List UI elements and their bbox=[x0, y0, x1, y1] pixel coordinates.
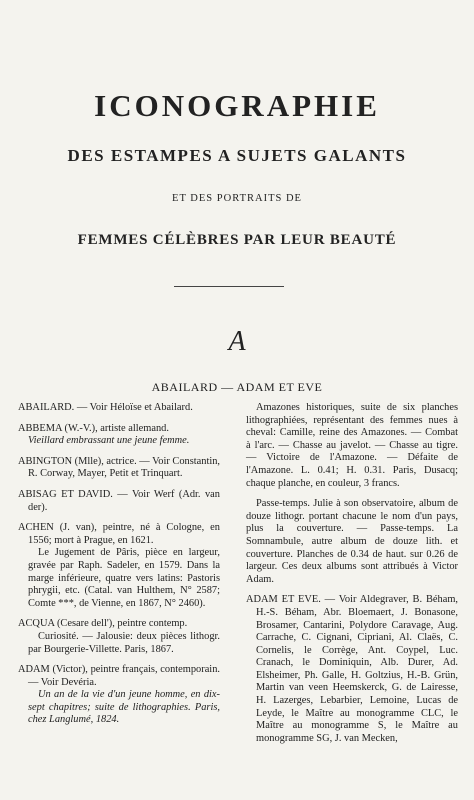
title-divider bbox=[174, 286, 284, 287]
index-entry bbox=[18, 664, 220, 727]
index-entry bbox=[18, 489, 220, 514]
book-subtitle-line: FEMMES CÉLÈBRES PAR LEUR BEAUTÉ bbox=[77, 232, 397, 248]
right-column bbox=[246, 402, 458, 753]
entry-paragraph: Amazones historiques, suite de six planches lithographiées, représentant des femmes nues à cheval: Camille, reine des Amazones. — Combat à l'arc. — Chasse au javelot. — Chasse au tigre. — Victoire de l'Amazone. — Défaite de l'Amazone. L. 0.41; H. 0.31. Paris, Dusacq; chaque planche, en couleur, 3 francs. bbox=[246, 402, 458, 489]
index-entry bbox=[246, 498, 458, 586]
entry-head: ADAM (Victor), peintre français, contemporain. — Voir Devéria. bbox=[18, 664, 220, 688]
entry-head: ACHEN (J. van), peintre, né à Cologne, en 1556; mort à Prague, en 1621. bbox=[18, 522, 220, 546]
left-column bbox=[18, 402, 220, 735]
entry-head: ABINGTON (Mlle), actrice. — Voir Constantin, R. Corway, Mayer, Petit et Trinquart. bbox=[18, 455, 221, 480]
running-heading: ABAILARD — ADAM ET EVE bbox=[151, 380, 323, 394]
book-subtitle-line: DES ESTAMPES A SUJETS GALANTS bbox=[67, 146, 407, 165]
entry-head: ACQUA (Cesare dell'), peintre contemp. bbox=[18, 618, 188, 630]
index-entry bbox=[18, 456, 220, 481]
index-entry bbox=[18, 402, 220, 415]
entry-detail: Curiosité. — Jalousie: deux pièces lithogr. par Bourgerie-Villette. Paris, 1867. bbox=[28, 630, 220, 655]
entry-detail: Le Jugement de Pâris, pièce en largeur, gravée par Raph. Sadeler, en 1579. Dans la marge inférieure, quatre vers latins: Pastoris phrygii, etc. (Catal. van Hulthem, N° 2587; Comte ***, de Vienne, en 1867, N° 2460). bbox=[28, 547, 220, 609]
entry-head: ADAM ET EVE. — Voir Aldegraver, B. Béham, H.-S. Béham, Abr. Bloemaert, J. Bonasone, Brosamer, Cantarini, Polydore Caravage, Aug. Carrache, C. Cignani, Cipriani, Al. Claës, C. Cornelis, le Corrège, Ant. Coypel, Luc. Cranach, le Dominiquin, Alb. Durer, Ad. Elsheimer, Ph. Galle, H. Goltzius, H.-B. Grün, Martin van veen Heemskerck, G. de Lairesse, H. Lazerges, Lebarbier, Lemoine, Lucas de Leyde, le Maître au monogramme CLC, le Maître au monogramme S, le Maître au monogramme SG, J. van Mecken, bbox=[246, 594, 458, 744]
index-entry bbox=[246, 594, 458, 745]
entry-paragraph: Passe-temps. Julie à son observatoire, album de douze lithogr. portant chacune le nom d'un pays, plus la couverture. — Passe-temps. La Somnambule, autre album de douze lith. et couverture. Planches de 0.34 de haut. sur 0.26 de largeur. Ces deux albums sont attribués à Victor Adam. bbox=[246, 498, 458, 585]
index-entry bbox=[246, 402, 458, 490]
entry-detail: Un an de la vie d'un jeune homme, en dix-sept chapitres; suite de lithographies. Paris, chez Langlumé, 1824. bbox=[28, 689, 220, 726]
entry-head: ABISAG ET DAVID. — Voir Werf (Adr. van der). bbox=[18, 488, 220, 513]
entry-detail: Vieillard embrassant une jeune femme. bbox=[28, 435, 190, 447]
index-entry bbox=[18, 522, 220, 610]
section-letter: A bbox=[228, 326, 246, 357]
book-title: ICONOGRAPHIE bbox=[94, 88, 380, 123]
entry-head: ABBEMA (W.-V.), artiste allemand. bbox=[18, 422, 169, 434]
book-subtitle-line: ET DES PORTRAITS DE bbox=[172, 193, 302, 204]
index-entry bbox=[18, 618, 220, 656]
index-entry bbox=[18, 423, 220, 448]
entry-head: ABAILARD. — Voir Héloïse et Abailard. bbox=[18, 402, 193, 413]
